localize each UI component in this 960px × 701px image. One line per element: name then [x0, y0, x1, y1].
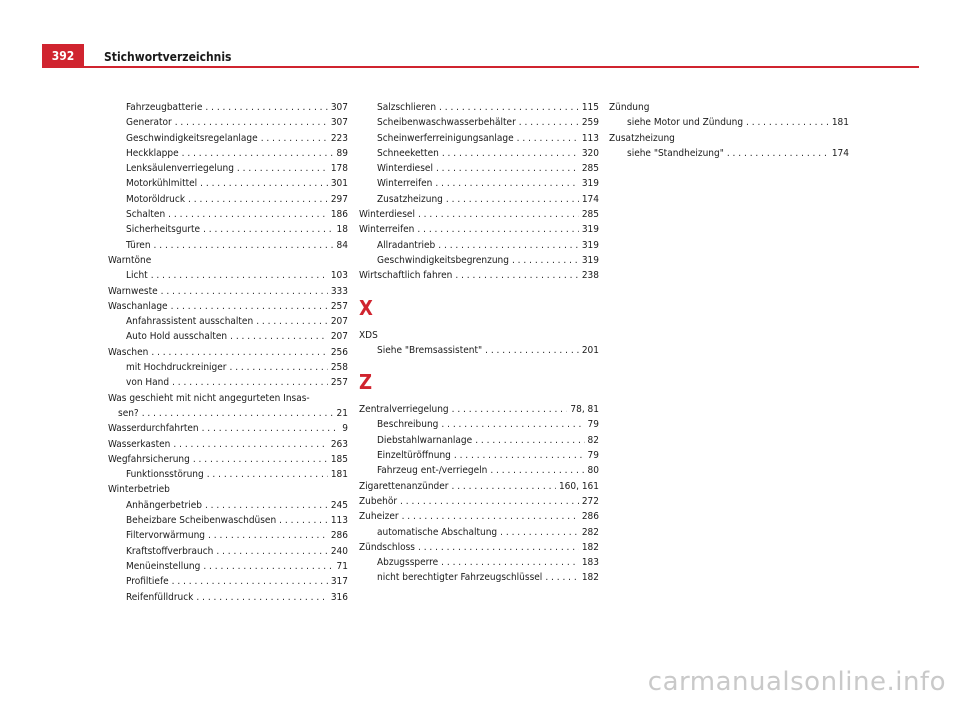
index-entry — [108, 176, 348, 191]
index-term: Beschreibung — [377, 419, 439, 431]
index-entry — [359, 238, 599, 253]
dot-leader — [439, 100, 579, 115]
index-entry — [108, 437, 348, 452]
index-entry — [359, 417, 599, 432]
dot-leader — [279, 513, 328, 528]
index-entry — [108, 115, 348, 130]
index-entry — [108, 238, 348, 253]
index-term: Allradantrieb — [377, 239, 436, 251]
index-term: Winterreifen — [377, 178, 433, 190]
index-term: siehe Motor und Zündung — [627, 117, 744, 129]
index-term: Zusatzheizung — [377, 193, 443, 205]
index-term: Funktionsstörung — [126, 469, 204, 481]
index-entry — [108, 131, 348, 146]
page-reference: 257 — [330, 377, 348, 389]
page-number: 392 — [42, 44, 84, 68]
index-term: Anhängerbetrieb — [126, 499, 202, 511]
page-reference: 174 — [581, 193, 599, 205]
page-reference: 240 — [330, 545, 348, 557]
dot-leader — [261, 131, 328, 146]
dot-leader — [490, 463, 584, 478]
dot-leader — [438, 238, 579, 253]
page-header — [0, 0, 960, 80]
page-reference: 282 — [581, 526, 599, 538]
index-entry — [609, 146, 849, 161]
index-heading: Winterbetrieb — [108, 484, 170, 496]
index-term: mit Hochdruckreiniger — [126, 362, 227, 374]
dot-leader — [172, 574, 328, 589]
index-entry — [108, 544, 348, 559]
index-entry — [359, 463, 599, 478]
index-entry — [359, 494, 599, 509]
index-term: Türen — [126, 239, 151, 251]
watermark: carmanualsonline.info — [647, 667, 946, 697]
index-entry — [359, 146, 599, 161]
page-reference: 223 — [330, 132, 348, 144]
index-term: Kraftstoffverbrauch — [126, 545, 214, 557]
index-term: von Hand — [126, 377, 170, 389]
index-entry — [108, 299, 348, 314]
index-heading: Was geschieht mit nicht angegurteten Insas- — [108, 392, 310, 404]
index-term: Zigarettenanzünder — [359, 480, 449, 492]
index-entry — [359, 433, 599, 448]
page-reference: 183 — [581, 557, 599, 569]
dot-leader — [196, 590, 327, 605]
page-reference: 181 — [831, 117, 849, 129]
index-term: Zubehör — [359, 495, 398, 507]
index-column-2 — [359, 100, 599, 586]
index-entry — [108, 161, 348, 176]
index-term: Generator — [126, 117, 172, 129]
index-term: Schalten — [126, 209, 166, 221]
dot-leader — [451, 479, 555, 494]
dot-leader — [475, 433, 584, 448]
index-term: Zuheizer — [359, 511, 399, 523]
page-reference: 80 — [587, 465, 599, 477]
index-group-w-continued — [359, 100, 599, 284]
index-entry — [359, 115, 599, 130]
section-letter-x: X — [359, 295, 373, 320]
index-entry — [108, 146, 348, 161]
index-entry — [108, 345, 348, 360]
index-entry — [108, 100, 348, 115]
index-term: Fahrzeugbatterie — [126, 102, 203, 113]
page-reference: 82 — [587, 434, 599, 446]
dot-leader — [441, 417, 584, 432]
index-heading: Zündung — [609, 102, 650, 113]
index-term: Menüeinstellung — [126, 560, 201, 572]
dot-leader — [519, 115, 579, 130]
page-reference: 307 — [330, 102, 348, 113]
page-reference: 320 — [581, 147, 599, 159]
index-term: siehe "Standheizung" — [627, 147, 724, 159]
dot-leader — [441, 555, 579, 570]
page-reference: 21 — [336, 407, 348, 419]
index-entry — [108, 513, 348, 528]
dot-leader — [182, 146, 334, 161]
dot-leader — [435, 176, 578, 191]
index-term: Zentralverriegelung — [359, 404, 449, 416]
index-group-x — [359, 328, 599, 359]
dot-leader — [172, 375, 328, 390]
index-entry — [359, 343, 599, 358]
index-term: Schneeketten — [377, 147, 439, 159]
page-reference: 301 — [330, 178, 348, 190]
index-term: sen? — [118, 407, 139, 419]
dot-leader — [168, 207, 328, 222]
page-reference: 317 — [330, 576, 348, 588]
page-reference: 79 — [587, 450, 599, 462]
page-reference: 78, 81 — [570, 404, 599, 416]
dot-leader — [436, 161, 579, 176]
page-reference: 286 — [330, 530, 348, 542]
page-reference: 245 — [330, 499, 348, 511]
page-reference: 186 — [330, 209, 348, 221]
page-reference: 319 — [581, 254, 599, 266]
page-reference: 333 — [330, 285, 348, 297]
page-reference: 259 — [581, 117, 599, 129]
dot-leader — [402, 509, 579, 524]
index-entry — [359, 555, 599, 570]
index-term: Waschanlage — [108, 300, 168, 312]
dot-leader — [442, 146, 579, 161]
page-reference: 174 — [831, 147, 849, 159]
dot-leader — [746, 115, 829, 130]
index-entry — [108, 421, 348, 436]
dot-leader — [417, 222, 578, 237]
index-entry — [108, 559, 348, 574]
index-term: Lenksäulenverriegelung — [126, 163, 234, 175]
page-title: Stichwortverzeichnis — [104, 50, 232, 64]
index-term: Warnweste — [108, 285, 158, 297]
index-entry — [359, 402, 599, 417]
index-term: Beheizbare Scheibenwaschdüsen — [126, 515, 277, 527]
page-reference: 103 — [330, 270, 348, 282]
index-term: Heckklappe — [126, 147, 179, 159]
index-entry — [359, 176, 599, 191]
page-reference: 207 — [330, 316, 348, 328]
index-term: Salzschlieren — [377, 102, 437, 113]
page-reference: 71 — [336, 560, 348, 572]
index-term: Scheinwerferreinigungsanlage — [377, 132, 514, 144]
index-entry — [359, 222, 599, 237]
index-entry — [108, 452, 348, 467]
dot-leader — [151, 345, 327, 360]
dot-leader — [418, 207, 579, 222]
dot-leader — [237, 161, 328, 176]
header-rule — [42, 66, 919, 68]
dot-leader — [200, 176, 328, 191]
index-heading: Warntöne — [108, 254, 152, 266]
page-reference: 89 — [336, 147, 348, 159]
dot-leader — [173, 437, 327, 452]
index-term: Waschen — [108, 346, 149, 358]
index-term: Geschwindigkeitsbegrenzung — [377, 254, 509, 266]
index-term: Reifenfülldruck — [126, 591, 194, 603]
index-term: Abzugssperre — [377, 557, 439, 569]
index-entry — [359, 540, 599, 555]
page-reference: 207 — [330, 331, 348, 343]
index-term: Diebstahlwarnanlage — [377, 434, 473, 446]
index-term: Sicherheitsgurte — [126, 224, 201, 236]
page-reference: 263 — [330, 438, 348, 450]
page-reference: 84 — [336, 239, 348, 251]
index-term: Anfahrassistent ausschalten — [126, 316, 254, 328]
page-reference: 185 — [330, 453, 348, 465]
page-reference: 319 — [581, 224, 599, 236]
index-entry — [359, 570, 599, 585]
index-entry — [108, 574, 348, 589]
index-term: Fahrzeug ent-/verriegeln — [377, 465, 488, 477]
page-reference: 115 — [581, 102, 599, 113]
page-reference: 160, 161 — [558, 480, 599, 492]
dot-leader — [175, 115, 328, 130]
index-entry — [108, 375, 348, 390]
index-entry — [108, 192, 348, 207]
index-entry — [108, 268, 348, 283]
dot-leader — [203, 222, 333, 237]
dot-leader — [446, 192, 579, 207]
index-term: Filtervorwärmung — [126, 530, 206, 542]
page-reference: 285 — [581, 163, 599, 175]
index-heading: Zusatzheizung — [609, 132, 675, 144]
page-reference: 272 — [581, 495, 599, 507]
dot-leader — [205, 100, 327, 115]
dot-leader — [230, 329, 328, 344]
dot-leader — [454, 448, 585, 463]
page-reference: 319 — [581, 178, 599, 190]
index-entry — [108, 528, 348, 543]
dot-leader — [485, 343, 579, 358]
index-entry — [359, 525, 599, 540]
dot-leader — [545, 570, 579, 585]
index-entry — [359, 100, 599, 115]
index-term: Winterreifen — [359, 224, 415, 236]
index-term: Zündschloss — [359, 541, 415, 553]
index-group-z — [359, 402, 599, 586]
section-letter-z: Z — [359, 370, 373, 395]
index-entry — [108, 360, 348, 375]
index-term: Einzeltüröffnung — [377, 450, 451, 462]
dot-leader — [151, 268, 328, 283]
dot-leader — [512, 253, 579, 268]
index-entry — [108, 314, 348, 329]
index-term: Auto Hold ausschalten — [126, 331, 228, 343]
dot-leader — [202, 421, 340, 436]
page-reference: 181 — [330, 469, 348, 481]
index-column-1 — [108, 100, 348, 605]
index-heading: XDS — [359, 329, 378, 341]
page-reference: 113 — [330, 515, 348, 527]
index-entry — [108, 207, 348, 222]
index-term: automatische Abschaltung — [377, 526, 498, 538]
index-term: Siehe "Bremsassistent" — [377, 344, 483, 356]
index-entry — [359, 131, 599, 146]
page-reference: 238 — [581, 270, 599, 282]
index-term: nicht berechtigter Fahrzeugschlüssel — [377, 572, 543, 584]
index-term: Winterdiesel — [377, 163, 433, 175]
dot-leader — [216, 544, 327, 559]
index-entry — [359, 448, 599, 463]
index-term: Wegfahrsicherung — [108, 453, 190, 465]
index-entry — [609, 115, 849, 130]
dot-leader — [727, 146, 829, 161]
page-reference: 257 — [330, 300, 348, 312]
dot-leader — [171, 299, 328, 314]
dot-leader — [455, 268, 578, 283]
page-reference: 113 — [581, 132, 599, 144]
index-entry — [359, 161, 599, 176]
dot-leader — [142, 406, 334, 421]
dot-leader — [517, 131, 579, 146]
dot-leader — [193, 452, 328, 467]
index-term: Motoröldruck — [126, 193, 186, 205]
page-reference: 178 — [330, 163, 348, 175]
page-reference: 286 — [581, 511, 599, 523]
index-term: Licht — [126, 270, 148, 282]
index-term: Profiltiefe — [126, 576, 169, 588]
dot-leader — [161, 284, 328, 299]
page-reference: 182 — [581, 572, 599, 584]
dot-leader — [418, 540, 579, 555]
index-term: Motorkühlmittel — [126, 178, 198, 190]
index-term: Wasserkasten — [108, 438, 171, 450]
index-entry — [108, 406, 348, 421]
index-term: Geschwindigkeitsregelanlage — [126, 132, 258, 144]
index-entry — [359, 207, 599, 222]
dot-leader — [154, 238, 334, 253]
page-reference: 201 — [581, 344, 599, 356]
index-entry — [108, 590, 348, 605]
page-reference: 316 — [330, 591, 348, 603]
page-reference: 256 — [330, 346, 348, 358]
index-term: Wirtschaftlich fahren — [359, 270, 453, 282]
page-reference: 9 — [342, 423, 348, 435]
index-entry — [359, 192, 599, 207]
dot-leader — [256, 314, 328, 329]
index-term: Wasserdurchfahrten — [108, 423, 199, 435]
index-entry — [359, 479, 599, 494]
index-term: Scheibenwaschwasserbehälter — [377, 117, 516, 129]
page-reference: 307 — [330, 117, 348, 129]
dot-leader — [188, 192, 328, 207]
index-entry — [108, 284, 348, 299]
index-entry — [108, 222, 348, 237]
index-column-3 — [609, 100, 849, 161]
page-reference: 18 — [336, 224, 348, 236]
page-reference: 285 — [581, 209, 599, 221]
dot-leader — [452, 402, 568, 417]
index-entry — [108, 498, 348, 513]
dot-leader — [500, 525, 579, 540]
page-reference: 319 — [581, 239, 599, 251]
dot-leader — [203, 559, 333, 574]
index-entry — [359, 268, 599, 283]
index-entry — [359, 253, 599, 268]
page-reference: 258 — [330, 362, 348, 374]
page-reference: 182 — [581, 541, 599, 553]
dot-leader — [208, 528, 328, 543]
dot-leader — [400, 494, 579, 509]
dot-leader — [230, 360, 328, 375]
index-entry — [359, 509, 599, 524]
index-entry — [108, 329, 348, 344]
dot-leader — [205, 498, 328, 513]
page-reference: 79 — [587, 419, 599, 431]
index-term: Winterdiesel — [359, 209, 415, 221]
index-entry — [108, 467, 348, 482]
dot-leader — [207, 467, 328, 482]
page-reference: 297 — [330, 193, 348, 205]
